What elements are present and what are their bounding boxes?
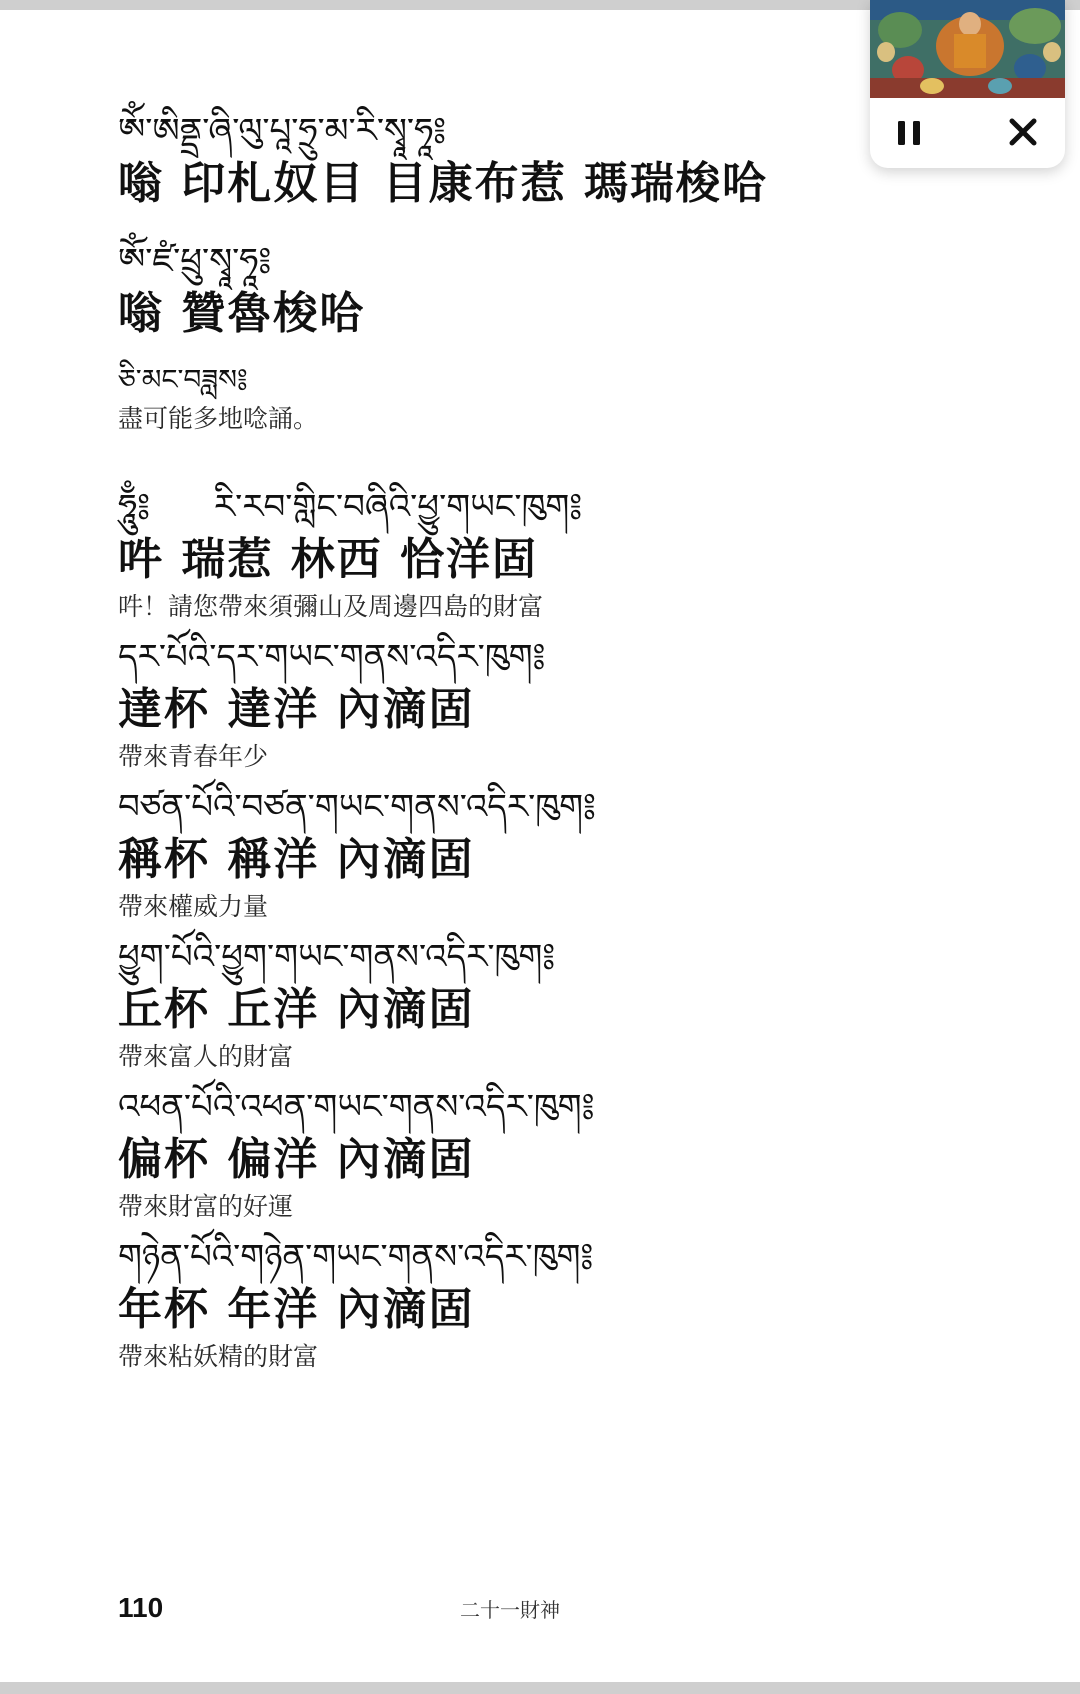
verse-1-tibetan <box>118 484 918 530</box>
mantra-1-phonetic: 嗡 印札奴目 目康布惹 瑪瑞梭哈 <box>118 158 768 209</box>
close-icon[interactable] <box>998 110 1048 156</box>
verse-3-phonetic: 稱杯 稱洋 內滴固 <box>118 834 475 885</box>
verse-3-translation: 帶來權威力量 <box>118 892 269 921</box>
media-player-card <box>870 0 1065 168</box>
verse-1-phonetic: 吽 瑞惹 林西 恰洋固 <box>118 534 538 585</box>
mantra-1-tibetan: ཨོཾ་ཨིནྡྲ་ཞི་ལུ་པཱ་ཧྲུ་མ་རི་སྭཱ་ཧཱ༔ <box>118 111 447 151</box>
running-footer-title: 二十一財神 <box>460 1598 560 1622</box>
thangka-thumbnail[interactable] <box>870 0 1065 98</box>
verse-5-phonetic: 偏杯 偏洋 內滴固 <box>118 1134 475 1185</box>
page-content <box>118 108 918 1374</box>
instruction-translation: 盡可能多地唸誦。 <box>118 404 319 433</box>
verse-5-translation: 帶來財富的好運 <box>118 1192 294 1221</box>
mantra-2-phonetic: 嗡 贊魯梭哈 <box>118 288 366 339</box>
verse-section <box>118 484 918 1374</box>
verse-2-tibetan: དར་པོའི་དར་གཡང་གནས་འདིར་ཁུག༔ <box>118 637 546 677</box>
verse-1-translation: 吽！請您帶來須彌山及周邊四島的財富 <box>118 592 544 621</box>
verse-6-translation: 帶來粘妖精的財富 <box>118 1342 319 1371</box>
verse-2-phonetic: 達杯 達洋 內滴固 <box>118 684 475 735</box>
instruction-tibetan: ཅི་མང་བཟླས༔ <box>118 363 248 396</box>
verse-4-tibetan: ཕྱུག་པོའི་ཕྱུག་གཡང་གནས་འདིར་ཁུག༔ <box>118 937 556 977</box>
verse-6-tibetan: གཉེན་པོའི་གཉེན་གཡང་གནས་འདིར་ཁུག༔ <box>118 1237 594 1277</box>
verse-4-translation: 帶來富人的財富 <box>118 1042 294 1071</box>
verse-6-phonetic: 年杯 年洋 內滴固 <box>118 1284 475 1335</box>
page-number: 110 <box>118 1592 164 1623</box>
verse-1-tibetan-text: རི་རབ་གླིང་བཞིའི་ཕྱུ་གཡང་ཁུག༔ <box>214 487 583 527</box>
bottom-edge <box>0 1682 1080 1694</box>
verse-4-phonetic: 丘杯 丘洋 內滴固 <box>118 984 475 1035</box>
verse-5-tibetan: འཕན་པོའི་འཕན་གཡང་གནས་འདིར་ཁུག༔ <box>118 1087 595 1127</box>
pause-icon[interactable] <box>888 110 938 156</box>
mantra-2-tibetan: ཨོཾ་ཛཾ་ཕྲུ་སྭཱ་ཧཱ༔ <box>118 241 272 281</box>
verse-1-seed: ཧཱུྃ༔ <box>118 487 151 527</box>
verse-2-translation: 帶來青春年少 <box>118 742 269 771</box>
verse-3-tibetan: བཙན་པོའི་བཙན་གཡང་གནས་འདིར་ཁུག༔ <box>118 787 596 827</box>
